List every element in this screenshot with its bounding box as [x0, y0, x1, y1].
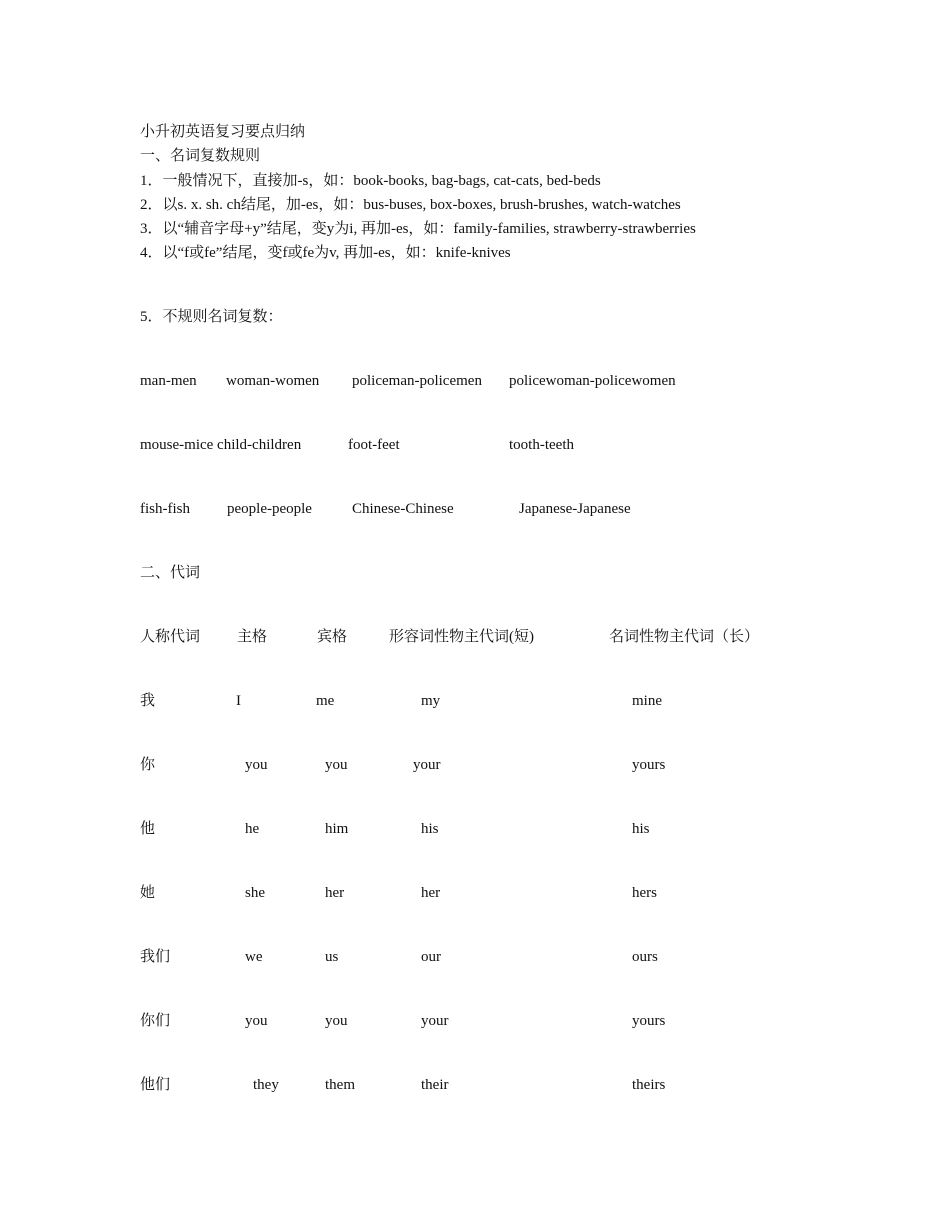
rule-line: 3．以“辅音字母+y”结尾，变y为i, 再加-es，如：family-families, strawberry-strawberries	[140, 221, 696, 237]
table-cell: you	[325, 1013, 348, 1029]
table-cell: you	[245, 757, 268, 773]
rule-line: 2．以s. x. sh. ch结尾，加-es，如：bus-buses, box-boxes, brush-brushes, watch-watches	[140, 197, 681, 213]
irregular-pair: Chinese-Chinese	[352, 501, 454, 517]
table-cell: 你	[140, 757, 156, 773]
table-cell: yours	[632, 757, 666, 773]
table-cell: 你们	[140, 1013, 171, 1029]
document-title: 小升初英语复习要点归纳	[140, 124, 306, 140]
irregular-pair: people-people	[227, 501, 312, 517]
table-header-cell: 人称代词	[140, 629, 201, 645]
table-cell: hers	[632, 885, 657, 901]
table-cell: they	[253, 1077, 279, 1093]
irregular-pair: tooth-teeth	[509, 437, 574, 453]
table-cell: 他们	[140, 1077, 171, 1093]
table-cell: mine	[632, 693, 662, 709]
table-cell: you	[325, 757, 348, 773]
table-cell: my	[421, 693, 441, 709]
table-cell: us	[325, 949, 339, 965]
table-cell: he	[245, 821, 260, 837]
table-cell: her	[421, 885, 441, 901]
table-cell: your	[413, 757, 441, 773]
rule-line: 1．一般情况下，直接加-s，如：book-books, bag-bags, cat-cats, bed-beds	[140, 173, 601, 189]
irregular-pair: policeman-policemen	[352, 373, 482, 389]
table-cell: him	[325, 821, 349, 837]
table-header-cell: 形容词性物主代词(短)	[389, 629, 534, 645]
table-cell: I	[236, 693, 241, 709]
table-cell: me	[316, 693, 335, 709]
table-cell: your	[421, 1013, 449, 1029]
table-cell: ours	[632, 949, 658, 965]
table-header-cell: 主格	[237, 629, 268, 645]
irregular-pair: policewoman-policewomen	[509, 373, 676, 389]
irregular-pair: mouse-mice child-children	[140, 437, 302, 453]
table-cell: 她	[140, 885, 156, 901]
table-cell: you	[245, 1013, 268, 1029]
irregular-pair: fish-fish	[140, 501, 190, 517]
table-cell: their	[421, 1077, 449, 1093]
table-cell: she	[245, 885, 265, 901]
irregular-pair: Japanese-Japanese	[519, 501, 631, 517]
rule-line: 4．以“f或fe”结尾，变f或fe为v, 再加-es，如：knife-knives	[140, 245, 511, 261]
section-heading-pronouns: 二、代词	[140, 565, 201, 581]
section-heading-nouns: 一、名词复数规则	[140, 148, 261, 164]
table-cell: 我	[140, 693, 156, 709]
table-header-cell: 宾格	[317, 629, 348, 645]
table-cell: his	[421, 821, 439, 837]
table-cell: yours	[632, 1013, 666, 1029]
table-cell: her	[325, 885, 345, 901]
table-cell: 我们	[140, 949, 171, 965]
table-cell: our	[421, 949, 441, 965]
irregular-heading: 5．不规则名词复数：	[140, 309, 283, 325]
irregular-pair: woman-women	[226, 373, 320, 389]
table-cell: we	[245, 949, 263, 965]
table-header-cell: 名词性物主代词（长）	[609, 629, 760, 645]
table-cell: his	[632, 821, 650, 837]
table-cell: theirs	[632, 1077, 666, 1093]
irregular-pair: man-men	[140, 373, 197, 389]
irregular-pair: foot-feet	[348, 437, 400, 453]
table-cell: them	[325, 1077, 355, 1093]
table-cell: 他	[140, 821, 156, 837]
